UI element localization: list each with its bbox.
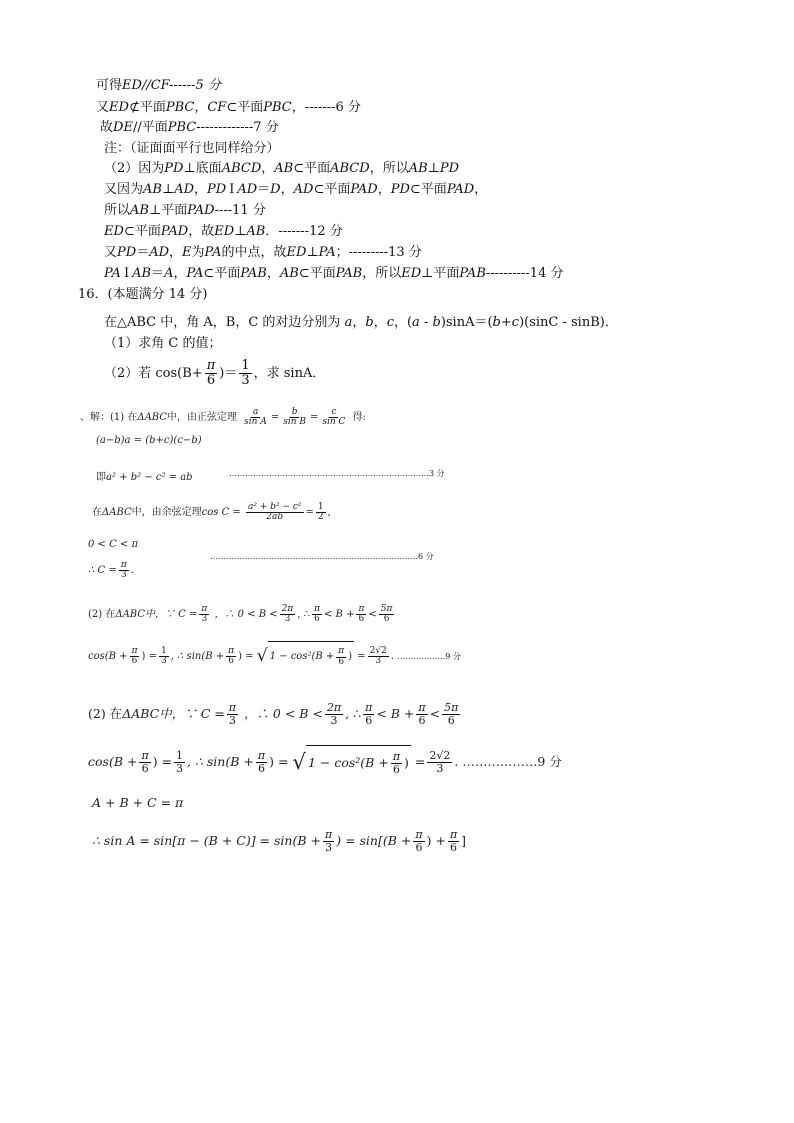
sqrt-symbol: √ 1 − cos²(B + $\frac{\pi}{6}$ ) xyxy=(257,641,354,672)
problem-16-stem: 在△ABC 中，角 A，B，C 的对边分别为 a，b，c，(a - b)sinA＝(b+c)(sinC - sinB)． xyxy=(104,315,618,330)
proof-part2-line1: （2）因为PD⊥底面ABCD，AB⊂平面ABCD，所以AB⊥PD xyxy=(104,161,460,176)
solution-large-line-4: ∴ sin A = sin[π − (B + C)] = sin(B + $\frac{\pi}{3}$ ) = sin[(B + $\frac{\pi}{6}$ ) + $\frac{\pi}{6}$ ] xyxy=(92,828,467,854)
solution-line-7: (2) 在ΔABC中，∵ C = $\frac{\pi}{3}$ ，∴ 0 < B < $\frac{2\pi}{3}$ , ∴ $\frac{\pi}{6}$ < B + $\frac{\pi}{6}$ < $\frac{5\pi}{6}$ xyxy=(88,603,393,624)
proof-line-6pt: 又ED⊄平面PBC，CF⊂平面PBC，-------6 分 xyxy=(96,100,361,115)
proof-11pt: 所以AB⊥平面PAD----11 分 xyxy=(104,203,266,218)
solution-line-1: 、解：(1) 在ΔABC中，由正弦定理 $\frac{a}{\text{sin A}}$ = $\frac{b}{\text{sin B}}$ = $\frac{c}{\text{sin C}}$ 得: xyxy=(80,406,366,427)
problem-16-heading: 16．(本题满分 14 分) xyxy=(78,287,208,302)
proof-part2-line2: 又因为AB⊥AD，PD I AD＝D，AD⊂平面PAD，PD⊂平面PAD， xyxy=(104,182,488,197)
proof-12pt: ED⊂平面PAD，故ED⊥AB．-------12 分 xyxy=(104,224,343,239)
solution-line-8: cos(B + $\frac{\pi}{6}$ ) = $\frac{1}{3}$ , ∴ sin(B + $\frac{\pi}{6}$ ) = √ 1 − cos²(B + $\frac{\pi}{6}$ ) = $\frac{2√2}{3}$ . ………………9 分 xyxy=(88,641,461,672)
fraction-pi-6: $\frac{\pi}{6}$ xyxy=(206,358,216,388)
solution-line-6: ∴ C = $\frac{\pi}{3}$ . xyxy=(88,559,134,580)
sqrt-symbol-large: √ 1 − cos²(B + $\frac{\pi}{6}$ ) xyxy=(292,745,411,780)
problem-16-q2: （2）若 cos(B+ $\frac{\pi}{6}$ )＝ $\frac{1}{3}$ ，求 sinA． xyxy=(104,358,326,388)
problem-16-q1: （1）求角 C 的值； xyxy=(104,336,222,351)
solution-large-line-2: cos(B + $\frac{\pi}{6}$ ) = $\frac{1}{3}$ , ∴ sin(B + $\frac{\pi}{6}$ ) = √ 1 − cos²(B + $\frac{\pi}{6}$ ) = $\frac{2√2}{3}$ . ………………9 分 xyxy=(88,745,562,780)
proof-13pt: 又PD＝AD，E为PA的中点，故ED⊥PA；---------13 分 xyxy=(104,245,422,260)
proof-note: 注：（证面面平行也同样给分） xyxy=(104,141,280,156)
solution-line-2: (a−b)a = (b+c)(c−b) xyxy=(96,435,202,446)
proof-line-7pt: 故DE//平面PBC-------------7 分 xyxy=(100,120,279,135)
proof-14pt: PA I AB＝A，PA⊂平面PAB，AB⊂平面PAB，所以ED⊥平面PAB----------14 分 xyxy=(104,266,564,281)
solution-line-4: 在ΔABC中，由余弦定理cos C = $\frac{\text{a² + b² − c²}}{2ab}$ = $\frac{1}{2}$ , xyxy=(92,501,331,522)
solution-line-5: 0 < C < π ……………………………………………………………………6 分 xyxy=(88,539,434,561)
proof-line-5pt: 可得ED//CF------5 分 xyxy=(96,78,221,93)
solution-line-3: 即a² + b² − c² = ab …………………………………………………………………3 分 xyxy=(96,469,445,483)
fraction-1-3: $\frac{1}{3}$ xyxy=(241,358,250,388)
solution-large-line-1: (2) 在ΔABC中，∵ C = $\frac{\pi}{3}$ ，∴ 0 < B < $\frac{2\pi}{3}$ , ∴ $\frac{\pi}{6}$ < B + $\frac{\pi}{6}$ < $\frac{5\pi}{6}$ xyxy=(88,701,459,727)
solution-large-line-3: A + B + C = π xyxy=(92,795,184,810)
